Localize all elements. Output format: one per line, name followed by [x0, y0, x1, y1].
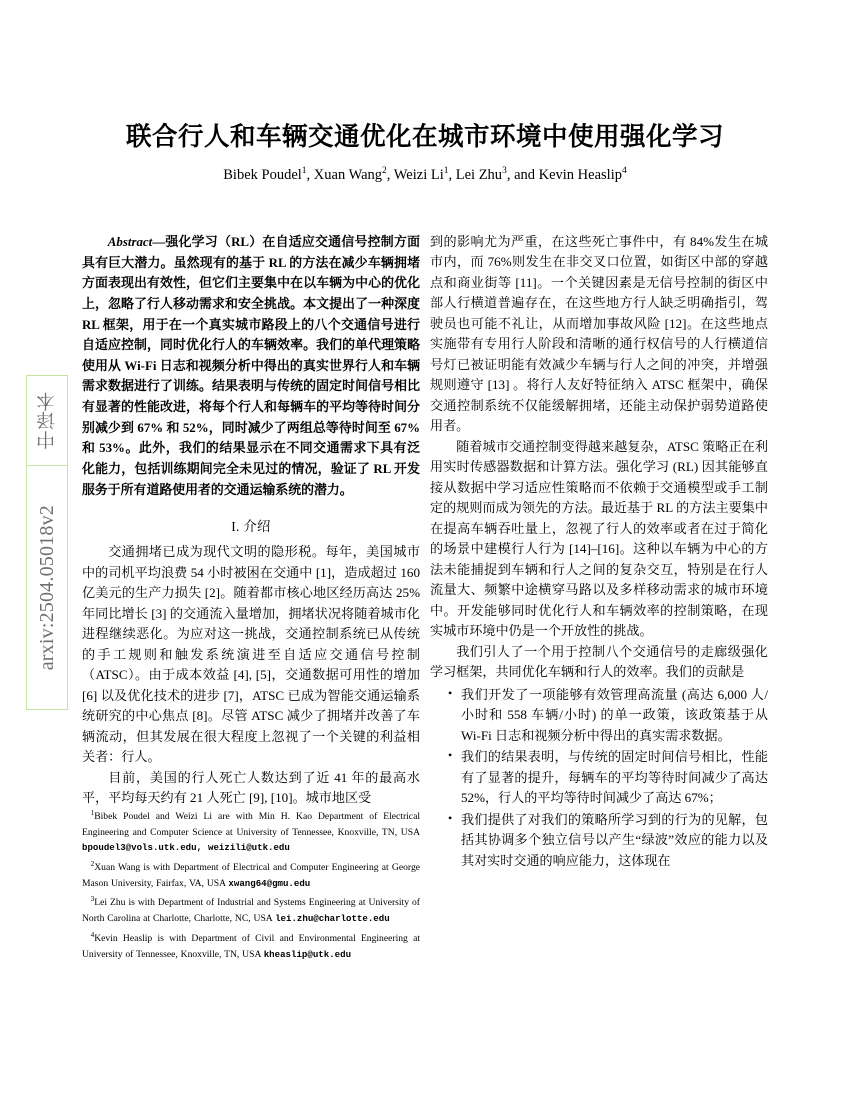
footnote-email-3[interactable]: lei.zhu@charlotte.edu: [275, 913, 390, 925]
abstract-body: 强化学习（RL）在自适应交通信号控制方面具有巨大潜力。虽然现有的基于 RL 的方法在减少车辆拥堵方面表现出有效性，但它们主要集中在以车辆为中心的优化上，忽略了行人移动需求和安全挑战。本文提出了一种深度 RL 框架，用于在一个真实城市路段上的八个交通信号进行自适应控制，同时优化行人的车辆效率。我们的单代理策略使用从 Wi-Fi 日志和视频分析中得出的真实世界行人和车辆需求数据进行了训练。结果表明与传统的固定时间信号相比有显著的性能改进，将每个行人和每辆车的平均等待时间分别减少到 67% 和 52%，同时减少了两组总等待时间至 67% 和 53%。此外，我们的结果显示在不同交通需求下具有泛化能力，包括训练期间完全未见过的情况，验证了 RL 开发服务于所有道路使用者的交通运输系统的潜力。: [82, 235, 420, 497]
contributions-list: [430, 685, 768, 871]
footnote-text-4: Kevin Heaslip is with Department of Civil and Environmental Engineering at University of Tennessee, Knoxville, TN, USA: [82, 933, 420, 960]
page-title: 联合行人和车辆交通优化在城市环境中使用强化学习: [125, 122, 724, 152]
list-item: • 我们提供了对我们的策略所学习到的行为的见解，包括其协调多个独立信号以产生“绿波”效应的能力以及其对实时交通的响应能力，这体现在: [450, 810, 768, 871]
list-item: • 我们的结果表明，与传统的固定时间信号相比，性能有了显著的提升，每辆车的平均等待时间减少了高达 52%，行人的平均等待时间减少了高达 67%；: [450, 747, 768, 808]
footnote-2: [82, 859, 420, 891]
author-sup-4: 4: [621, 166, 627, 177]
footnote-marker-2: 2: [90, 859, 95, 868]
paragraph-right-3: 我们引人了一个用于控制八个交通信号的走廊级强化学习框架，共同优化车辆和行人的效率。我们的贡献是: [430, 643, 768, 680]
footnote-email-4[interactable]: kheaslip@utk.edu: [263, 948, 352, 960]
author-sup-2: 1: [443, 166, 449, 177]
author-sup-3: 3: [502, 166, 507, 177]
paragraph-intro-2: 目前，美国的行人死亡人数达到了近 41 年的最高水平，平均每天约有 21 人死亡 [9], [10]。城市地区受: [82, 769, 420, 806]
footnote-text-2: Xuan Wang is with Department of Electrical and Computer Engineering at George Mason University, Fairfax, VA, USA: [82, 862, 420, 889]
footnote-text-3: Lei Zhu is with Department of Industrial and Systems Engineering at University of North Carolina at Charlotte, Charlotte, NC, USA: [82, 897, 420, 925]
footnote-1: [82, 808, 420, 856]
author-name-2: Weizi Li: [393, 167, 444, 183]
left-column: [82, 232, 420, 809]
abstract-paragraph: [82, 232, 420, 500]
footnote-email-2[interactable]: xwang64@gmu.edu: [228, 877, 311, 889]
author-name-4: Kevin Heaslip: [538, 167, 622, 183]
arxiv-id-text: arxiv:2504.05018v2: [36, 504, 58, 671]
paragraph-right-2: 随着城市交通控制变得越来越复杂，ATSC 策略正在利用实时传感器数据和计算方法。强化学习 (RL) 因其能够直接从数据中学习适应性策略而不依赖于交通模型或手工制定的规则而成为领先的方法。最近基于 RL 的方法主要集中在提高车辆吞吐量上，忽视了行人的效率或者在过于简化的场景中建模行人行为 [14]–[16]。这种以车辆为中心的方法未能捕捉到车辆和行人之间的复杂交互，特别是在行人流量大、频繁中途横穿马路以及多样移动需求的城市环境中。开发能够同时优化行人和车辆效率的控制策略，在现实城市环境中仍是一个开放性的挑战。: [430, 438, 768, 639]
section-heading-intro: I. 介绍: [231, 519, 271, 535]
translation-label-text: 中译本: [36, 391, 58, 450]
author-name-3: Lei Zhu: [455, 167, 503, 183]
paragraph-intro-1: 交通拥堵已成为现代文明的隐形税。每年，美国城市中的司机平均浪费 54 小时被困在交通中 [1]，造成超过 160 亿美元的生产力损失 [2]。随着都市核心地区经历高达 25% 年同比增长 [3] 的交通流入量增加，拥堵状况将随着城市化进程继续恶化。为应对这一挑战，交通控制系统已从传统的手工规则和触发系统演进至自适应交通信号控制（ATSC）。由于成本效益 [4], [5]，交通数据可用性的增加 [6] 以及优化技术的进步 [7]，ATSC 已成为智能交通运输系统研究的中心焦点 [8]。尽管 ATSC 减少了拥堵并改善了车辆流动，但其发展在很大程度上忽视了一个关键的利益相关者：行人。: [82, 544, 420, 765]
footnote-3: [82, 894, 420, 926]
paragraph-right-1: 到的影响尤为严重，在这些死亡事件中，有 84%发生在城市内，而 76%则发生在非交叉口位置，如街区中部的穿越点和商业街等 [11]。一个关键因素是无信号控制的街区中部人行横道普遍存在，在这些地方行人缺乏明确指引，驾驶员也可能不礼让，从而增加事故风险 [12]。在这些地点实施带有专用行人阶段和清晰的通行权信号的人行横道信号灯已被证明能有效减少车辆与行人之间的冲突，并增强规则遵守 [13] 。将行人友好特征纳入 ATSC 框架中，确保交通控制系统不仅能缓解拥堵，还能主动保护弱势道路使用者。: [430, 234, 768, 434]
author-name-0: Bibek Poudel: [223, 167, 302, 183]
footnotes-block: [82, 808, 420, 965]
footnote-marker-1: 1: [90, 809, 95, 817]
right-column: [430, 232, 768, 872]
author-conjunction: and: [514, 167, 535, 183]
footnote-marker-3: 3: [90, 895, 95, 904]
footnote-text-1: Bibek Poudel and Weizi Li are with Min H. Kao Department of Electrical Engineering and Computer Science at University of Tennessee, Knoxville, TN, USA: [82, 811, 420, 838]
author-sup-1: 2: [382, 166, 387, 177]
footnote-4: [82, 930, 420, 962]
abstract-dash: —: [152, 235, 166, 249]
footnote-email-1[interactable]: bpoudel3@vols.utk.edu, weizili@utk.edu: [82, 842, 290, 854]
footnote-marker-4: 4: [90, 930, 95, 939]
author-sup-0: 1: [301, 166, 307, 177]
author-list: Bibek Poudel$^1$, Xuan Wang$^2$, Weizi Li$^1$, Lei Zhu$^3$, and Kevin Heaslip$^4$: [223, 166, 627, 183]
list-item: • 我们开发了一项能够有效管理高流量 (高达 6,000 人/小时和 558 车辆/小时) 的单一政策，该政策基于从 Wi-Fi 日志和视频分析中得出的真实需求数据。: [450, 685, 768, 746]
abstract-heading: Abstract: [107, 235, 153, 249]
author-name-1: Xuan Wang: [313, 167, 383, 183]
